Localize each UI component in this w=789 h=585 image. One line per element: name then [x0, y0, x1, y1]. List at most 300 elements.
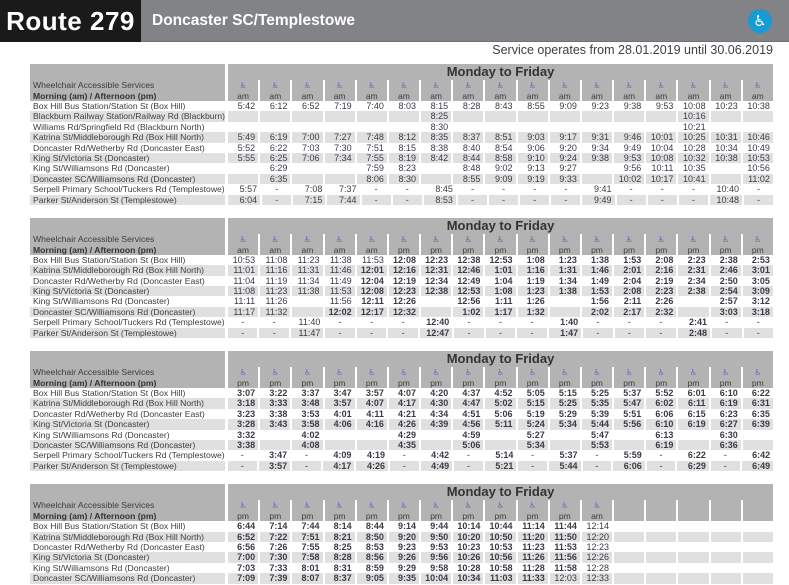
time-cell: 2:23 [678, 255, 710, 265]
time-cell: 11:38 [325, 255, 357, 265]
stop-name: King St/Williamsons Rd (Doncaster) [30, 430, 228, 440]
time-cell: - [756, 317, 760, 328]
time-cell: 9:44 [421, 521, 453, 531]
time-cell: 7:15 [293, 195, 327, 205]
time-cell: 2:32 [646, 307, 678, 317]
time-cell: 10:23 [453, 542, 485, 552]
wheelchair-icon: ♿ [657, 81, 665, 90]
time-cell: 5:06 [485, 409, 517, 419]
wheelchair-icon-cell [550, 234, 582, 245]
time-cell: - [259, 328, 290, 338]
time-cell: 12:17 [357, 307, 389, 317]
time-cell: 2:48 [678, 328, 712, 338]
time-cell: 3:23 [228, 409, 260, 419]
time-cell: - [228, 328, 259, 338]
period-cell: pm [453, 378, 485, 388]
empty-cell [711, 542, 743, 552]
wheelchair-icon: ♿ [239, 501, 247, 511]
period-cell: pm [678, 378, 710, 388]
period-cell: pm [678, 245, 710, 255]
period-cell: am [357, 91, 389, 101]
time-cell: 12:20 [582, 532, 614, 542]
time-cell: - [388, 317, 419, 327]
wheelchair-icon: ♿ [336, 81, 344, 90]
wheelchair-icon: ♿ [368, 81, 376, 90]
wheelchair-icon-cell [389, 367, 421, 378]
wheelchair-services-label: Wheelchair Accessible Services [30, 234, 228, 245]
time-cell: 10:56 [485, 552, 517, 562]
wheelchair-icon: ♿ [625, 81, 633, 90]
stop-name: Doncaster SC/Williamsons Rd (Doncaster) [30, 573, 228, 583]
time-cell: 10:58 [485, 563, 517, 573]
empty-cell [678, 511, 710, 521]
time-cell: 7:44 [292, 521, 324, 531]
empty-cell [228, 122, 260, 132]
time-cell: 5:15 [550, 388, 582, 398]
wheelchair-icon: ♿ [303, 368, 312, 378]
stop-name: Doncaster Rd/Wetherby Rd (Doncaster East) [30, 276, 228, 286]
time-cell: 9:19 [518, 174, 550, 184]
empty-cell [421, 174, 453, 184]
wheelchair-icon-cell [453, 80, 485, 91]
time-cell: 5:42 [228, 101, 260, 111]
wheelchair-icon-cell [743, 80, 773, 91]
empty-cell [711, 111, 743, 121]
stop-row [30, 276, 773, 286]
time-cell: 5:15 [518, 398, 550, 408]
time-cell: 8:23 [389, 163, 421, 173]
time-cell: 2:31 [678, 265, 710, 275]
wheelchair-icon: ♿ [529, 81, 537, 90]
time-cell: 6:29 [260, 163, 292, 173]
wheelchair-icon: ♿ [722, 368, 730, 378]
time-cell: - [679, 184, 710, 194]
period-cell: pm [421, 378, 453, 388]
period-cell: pm [325, 378, 357, 388]
time-cell: 6:39 [743, 419, 773, 429]
empty-cell [743, 500, 773, 511]
time-cell: 9:20 [550, 143, 582, 153]
stop-row [30, 317, 773, 327]
empty-cell [743, 563, 773, 573]
empty-cell [421, 430, 453, 440]
empty-cell [325, 440, 357, 450]
time-cell: 4:51 [453, 409, 485, 419]
wheelchair-icon-cell [389, 500, 421, 511]
empty-cell [518, 122, 550, 132]
stop-name: Box Hill Bus Station/Station St (Box Hill) [30, 255, 228, 265]
time-cell: 10:49 [747, 142, 770, 153]
time-cell: 12:33 [582, 573, 614, 583]
route-destination-title: Doncaster SC/Templestowe [152, 12, 355, 29]
time-cell: - [551, 195, 582, 205]
time-cell: 5:27 [518, 430, 550, 440]
time-cell: 11:26 [260, 296, 292, 306]
time-cell: 7:44 [327, 195, 361, 205]
wheelchair-icon-cell [518, 500, 550, 511]
time-cell: 9:10 [518, 153, 550, 163]
empty-cell [743, 430, 773, 440]
time-cell: 2:23 [646, 286, 678, 296]
time-cell: - [228, 461, 259, 471]
time-cell: 8:14 [325, 521, 357, 531]
time-cell: 5:34 [518, 440, 550, 450]
empty-cell [260, 122, 292, 132]
stop-row [30, 143, 773, 153]
time-cell: 11:58 [550, 563, 582, 573]
time-cell: 7:58 [292, 552, 324, 562]
time-cell: 6:22 [677, 450, 711, 460]
time-cell: 9:53 [421, 542, 453, 552]
stop-name: Serpell Primary School/Tuckers Rd (Templestowe) [30, 184, 228, 194]
wheelchair-icon-cell [711, 367, 743, 378]
wheelchair-icon: ♿ [336, 234, 344, 244]
day-header-row [30, 64, 773, 80]
stop-row [30, 398, 773, 408]
time-cell: 10:08 [678, 101, 710, 111]
time-cell: 11:56 [550, 552, 582, 562]
time-cell: 12:53 [453, 286, 485, 296]
time-cell: 6:11 [678, 398, 710, 408]
time-cell: 1:38 [582, 255, 614, 265]
time-cell: 3:47 [325, 388, 357, 398]
time-cell: 6:52 [228, 532, 260, 542]
time-cell: 12:49 [453, 276, 485, 286]
time-cell: 1:53 [614, 255, 646, 265]
day-header-title: Monday to Friday [228, 351, 773, 367]
wheelchair-icon-cell [614, 234, 646, 245]
empty-cell [711, 511, 743, 521]
time-cell: 8:42 [421, 153, 453, 163]
time-cell: 12:16 [389, 265, 421, 275]
time-cell: 9:03 [518, 132, 550, 142]
time-cell: 3:07 [228, 388, 260, 398]
time-cell: 11:53 [357, 255, 389, 265]
empty-cell [292, 122, 324, 132]
period-cell: pm [421, 245, 453, 255]
empty-cell [485, 122, 517, 132]
stop-name: King St/Williamsons Rd (Doncaster) [30, 163, 228, 173]
empty-cell [678, 307, 710, 317]
stop-name: King St/Victoria St (Doncaster) [30, 419, 228, 429]
time-cell: - [615, 328, 646, 338]
empty-cell [260, 111, 292, 121]
wheelchair-icon: ♿ [368, 501, 376, 511]
wheelchair-icon-cell [646, 234, 678, 245]
stop-name: Serpell Primary School/Tuckers Rd (Templestowe) [30, 317, 228, 327]
time-cell: 1:16 [518, 265, 550, 275]
ampm-label: Morning (am) / Afternoon (pm) [30, 91, 228, 101]
time-cell: 10:34 [453, 573, 485, 583]
time-cell: 4:07 [389, 388, 421, 398]
time-cell: 3:57 [259, 461, 293, 471]
empty-cell [357, 440, 389, 450]
time-cell: 3:28 [228, 419, 260, 429]
time-cell: 6:52 [292, 101, 324, 111]
time-cell: 9:49 [582, 195, 616, 205]
time-cell: - [325, 317, 356, 327]
wheelchair-icon-cell [357, 234, 389, 245]
empty-cell [421, 307, 453, 317]
stop-row [30, 111, 773, 121]
time-cell: 10:02 [614, 174, 646, 184]
time-cell: 4:02 [292, 430, 324, 440]
wheelchair-icon: ♿ [239, 81, 247, 90]
period-cell: pm [260, 511, 292, 521]
empty-cell [292, 111, 324, 121]
stop-row [30, 440, 773, 450]
time-cell: 9:17 [550, 132, 582, 142]
period-cell: pm [292, 511, 324, 521]
time-cell: 11:03 [485, 573, 517, 583]
time-cell: 12:46 [453, 265, 485, 275]
time-cell: 12:11 [357, 296, 389, 306]
time-cell: 8:35 [421, 132, 453, 142]
time-cell: 5:29 [550, 409, 582, 419]
time-cell: - [679, 195, 710, 205]
time-cell: 1:01 [485, 265, 517, 275]
time-cell: 11:46 [325, 265, 357, 275]
time-cell: 11:20 [518, 532, 550, 542]
time-cell: 8:25 [421, 111, 453, 121]
empty-cell [743, 521, 773, 531]
time-cell: - [486, 328, 517, 338]
time-cell: 4:16 [357, 419, 389, 429]
stop-name: Katrina St/Middleborough Rd (Box Hill North) [30, 132, 228, 142]
period-cell: am [518, 91, 550, 101]
time-cell: 5:24 [518, 419, 550, 429]
time-cell: 5:34 [550, 419, 582, 429]
time-cell: 2:53 [751, 254, 770, 265]
timetable-section-2 [30, 218, 773, 338]
wheelchair-icon: ♿ [689, 81, 698, 90]
empty-cell [614, 500, 646, 511]
time-cell: 11:44 [550, 521, 582, 531]
wheelchair-icon-cell [550, 80, 582, 91]
empty-cell [260, 430, 292, 440]
wheelchair-services-label: Wheelchair Accessible Services [30, 500, 228, 511]
time-cell: 6:22 [751, 388, 770, 399]
time-cell: - [228, 317, 259, 327]
period-cell: am [389, 91, 421, 101]
wheelchair-services-row [30, 500, 773, 511]
time-cell: 9:24 [550, 153, 582, 163]
time-cell: 2:54 [711, 286, 743, 296]
empty-cell [646, 111, 678, 121]
stop-name: Doncaster Rd/Wetherby Rd (Doncaster East) [30, 143, 228, 153]
time-cell: 6:19 [260, 132, 292, 142]
time-cell: 11:56 [325, 296, 357, 306]
time-cell: 12:28 [582, 563, 614, 573]
wheelchair-icon-cell [646, 80, 678, 91]
time-cell: - [712, 328, 743, 338]
empty-cell [711, 573, 743, 583]
empty-cell [614, 552, 646, 562]
time-cell: 12:23 [582, 542, 614, 552]
time-cell: 9:09 [485, 174, 517, 184]
stop-row [30, 461, 773, 471]
empty-cell [485, 440, 517, 450]
time-cell: 9:31 [582, 132, 614, 142]
stop-name: King St/Victoria St (Doncaster) [30, 286, 228, 296]
time-cell: 6:36 [711, 440, 743, 450]
stop-name: Katrina St/Middleborough Rd (Box Hill North) [30, 398, 228, 408]
time-cell: - [262, 195, 293, 205]
period-cell: am [260, 91, 292, 101]
period-cell: pm [389, 511, 421, 521]
period-cell: pm [550, 378, 582, 388]
period-cell: am [678, 91, 710, 101]
time-cell: 2:38 [678, 286, 710, 296]
empty-cell [678, 296, 710, 306]
empty-cell [292, 307, 324, 317]
time-cell: 11:04 [228, 276, 260, 286]
stop-name: Box Hill Bus Station/Station St (Box Hill) [30, 521, 228, 531]
day-header-row [30, 351, 773, 367]
time-cell: 3:33 [260, 398, 292, 408]
time-cell: - [362, 195, 393, 205]
time-cell: 11:53 [550, 542, 582, 552]
wheelchair-icon-cell [550, 367, 582, 378]
time-cell: 8:25 [325, 542, 357, 552]
time-cell: 8:31 [325, 563, 357, 573]
stop-row [30, 450, 773, 460]
time-cell: 3:32 [228, 430, 260, 440]
time-cell: 4:34 [421, 409, 453, 419]
time-cell: 6:19 [711, 398, 743, 408]
stop-row [30, 307, 773, 317]
time-cell: 8:37 [453, 132, 485, 142]
time-cell: 7:34 [325, 153, 357, 163]
time-cell: 10:53 [228, 255, 260, 265]
day-header-row [30, 218, 773, 234]
timetable-sections [0, 64, 789, 584]
time-cell: 4:56 [453, 419, 485, 429]
time-cell: 8:54 [485, 143, 517, 153]
stop-name: Parker St/Anderson St (Templestowe) [30, 461, 228, 471]
time-cell: 10:38 [747, 101, 770, 111]
empty-cell [743, 511, 773, 521]
wheelchair-icon: ♿ [496, 501, 505, 511]
empty-cell [550, 440, 582, 450]
time-cell: 9:33 [550, 174, 582, 184]
wheelchair-icon-cell [260, 234, 292, 245]
stop-name: Box Hill Bus Station/Station St (Box Hill) [30, 388, 228, 398]
ampm-label: Morning (am) / Afternoon (pm) [30, 378, 228, 388]
wheelchair-icon: ♿ [496, 234, 505, 244]
time-cell: - [228, 450, 259, 460]
stop-row [30, 573, 773, 583]
time-cell: 6:22 [260, 143, 292, 153]
time-cell: 3:48 [292, 398, 324, 408]
wheelchair-icon-cell [582, 80, 614, 91]
time-cell: 10:28 [678, 143, 710, 153]
empty-cell [614, 111, 646, 121]
time-cell: 11:32 [260, 307, 292, 317]
wheelchair-icon-cell [485, 234, 517, 245]
time-cell: 2:38 [711, 255, 743, 265]
time-cell: 11:53 [325, 286, 357, 296]
stop-row [30, 296, 773, 306]
time-cell: 8:55 [518, 101, 550, 111]
stop-row [30, 174, 773, 184]
time-cell: 9:53 [614, 153, 646, 163]
stop-name: Doncaster SC/Williamsons Rd (Doncaster) [30, 174, 228, 184]
timetable-section-1 [30, 64, 773, 205]
wheelchair-icon: ♿ [271, 81, 279, 90]
time-cell: - [458, 184, 489, 194]
time-cell: 6:06 [646, 409, 678, 419]
wheelchair-icon: ♿ [368, 234, 376, 244]
time-cell: 3:57 [325, 398, 357, 408]
time-cell: - [646, 328, 677, 338]
time-cell: 4:11 [357, 409, 389, 419]
time-cell: 6:35 [751, 408, 770, 419]
time-cell: - [454, 317, 485, 327]
period-cell: pm [453, 245, 485, 255]
time-cell: 10:25 [678, 132, 710, 142]
empty-cell [260, 440, 292, 450]
wheelchair-icon: ♿ [593, 501, 601, 511]
wheelchair-icon-cell [485, 367, 517, 378]
period-cell: am [743, 91, 773, 101]
stop-row [30, 265, 773, 275]
empty-cell [711, 532, 743, 542]
time-cell: 2:11 [614, 296, 646, 306]
time-cell: 9:09 [550, 101, 582, 111]
empty-cell [292, 174, 324, 184]
time-cell: - [357, 317, 388, 327]
time-cell: 1:02 [453, 307, 485, 317]
empty-cell [678, 573, 710, 583]
time-cell: 4:19 [356, 450, 390, 460]
time-cell: 4:17 [389, 398, 421, 408]
time-cell: 10:35 [678, 163, 710, 173]
empty-cell [614, 122, 646, 132]
time-cell: 3:03 [711, 307, 743, 317]
time-cell: 8:30 [421, 122, 453, 132]
time-cell: 10:50 [485, 532, 517, 542]
wheelchair-icon-cell [614, 367, 646, 378]
stop-row [30, 388, 773, 398]
wheelchair-icon-cell [325, 500, 357, 511]
time-cell: 10:26 [453, 552, 485, 562]
empty-cell [550, 430, 582, 440]
stop-row [30, 552, 773, 562]
period-cell: pm [228, 378, 260, 388]
time-cell: 12:23 [421, 255, 453, 265]
period-cell: am [646, 91, 678, 101]
empty-cell [228, 111, 260, 121]
period-cell: pm [550, 511, 582, 521]
period-cell: pm [518, 378, 550, 388]
wheelchair-icon-cell [292, 80, 324, 91]
empty-cell [550, 122, 582, 132]
time-cell: 5:14 [485, 450, 519, 460]
time-cell: 1:23 [518, 286, 550, 296]
wheelchair-icon-cell [325, 367, 357, 378]
empty-cell [614, 563, 646, 573]
wheelchair-icon-cell [389, 234, 421, 245]
empty-cell [550, 296, 582, 306]
ampm-label: Morning (am) / Afternoon (pm) [30, 511, 228, 521]
wheelchair-icon-cell [421, 234, 453, 245]
time-cell: 6:44 [228, 521, 260, 531]
time-cell: 12:04 [357, 276, 389, 286]
time-cell: 4:20 [421, 388, 453, 398]
time-cell: 4:42 [421, 450, 455, 460]
empty-cell [292, 163, 324, 173]
